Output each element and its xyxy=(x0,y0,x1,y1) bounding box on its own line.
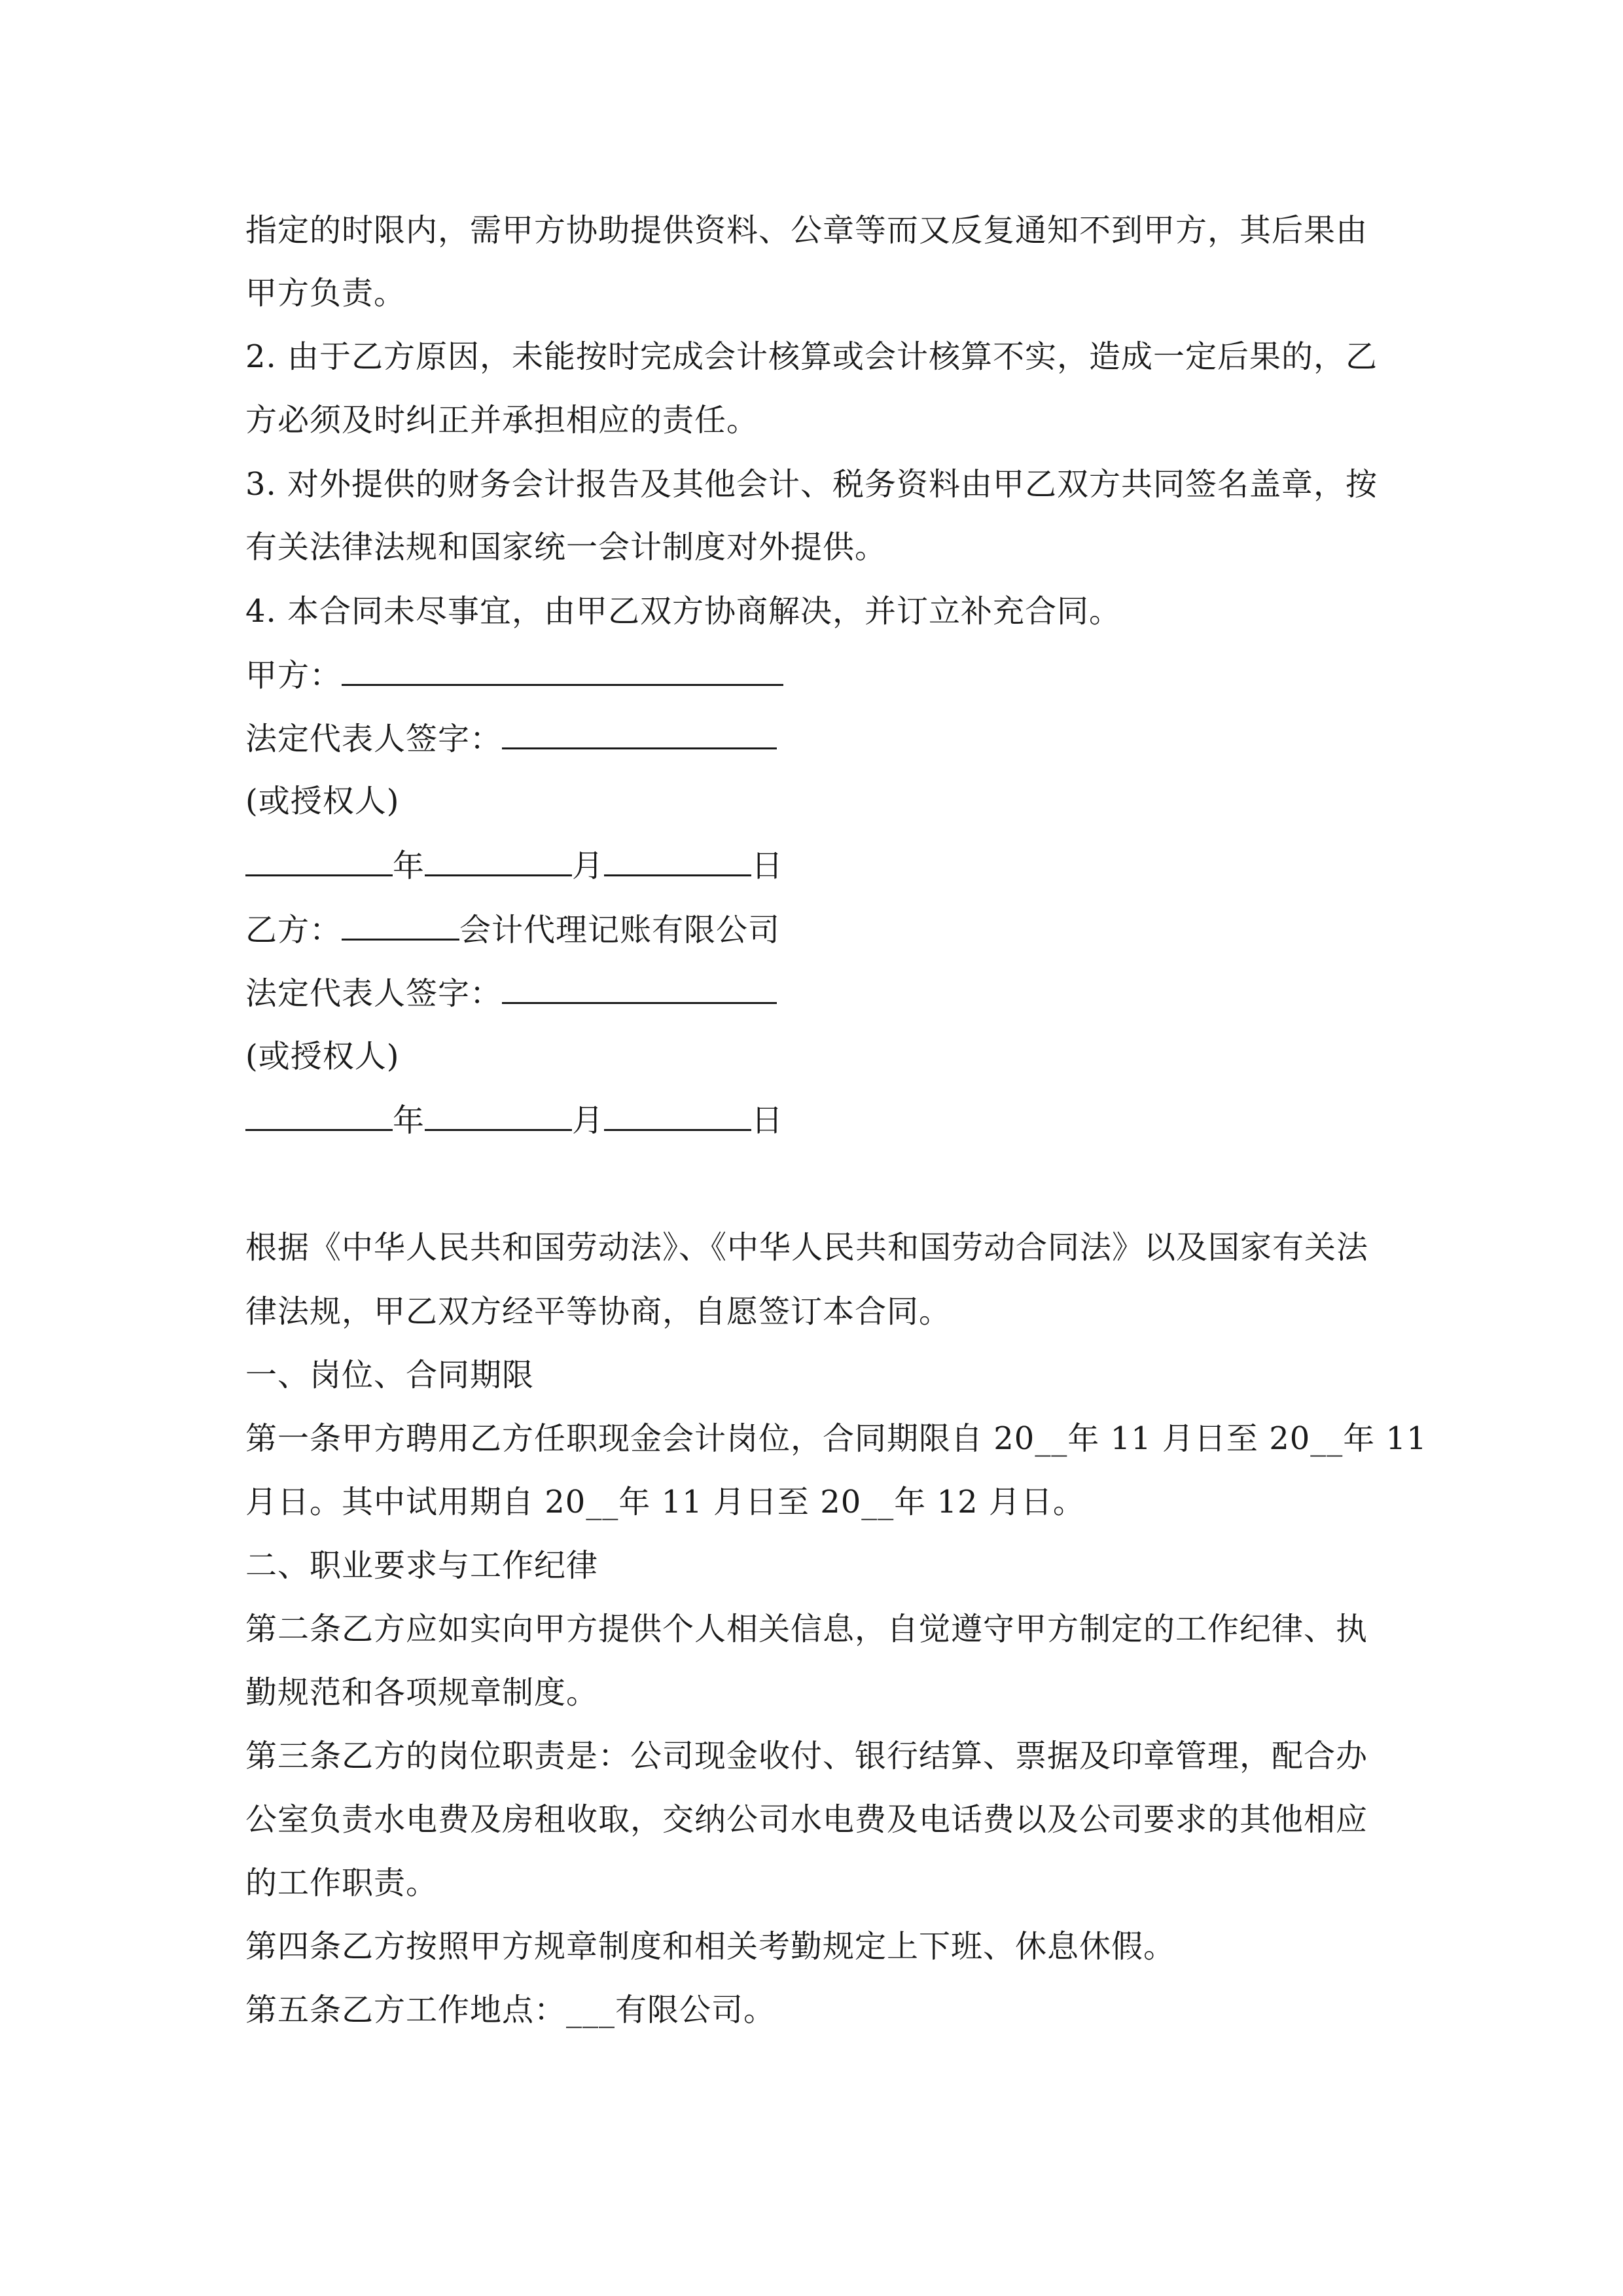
month-label: 月 xyxy=(572,1102,605,1139)
paragraph-line: 甲方负责。 xyxy=(245,275,406,312)
month-blank xyxy=(425,846,572,876)
preamble-line: 律法规，甲乙双方经平等协商，自愿签订本合同。 xyxy=(245,1293,952,1330)
day-blank xyxy=(604,846,751,876)
day-label: 日 xyxy=(751,848,784,884)
month-label: 月 xyxy=(572,848,605,884)
rep-signature-label: 法定代表人签字： xyxy=(245,975,503,1012)
clause-4: 4. 本合同未尽事宜，由甲乙双方协商解决，并订立补充合同。 xyxy=(245,593,1122,630)
rep-signature-blank xyxy=(502,719,777,749)
paragraph-line: 勤规范和各项规章制度。 xyxy=(245,1674,599,1711)
paragraph-line: 月日。其中试用期自 20__年 11 月日至 20__年 12 月日。 xyxy=(245,1484,1085,1520)
party-a-label: 甲方： xyxy=(245,657,342,694)
rep-signature-line-b xyxy=(245,973,777,1013)
clause-3: 3. 对外提供的财务会计报告及其他会计、税务资料由甲乙双方共同签名盖章，按 xyxy=(245,466,1378,503)
month-blank xyxy=(425,1100,572,1131)
authorized-person-note: (或授权人) xyxy=(245,783,400,819)
party-b-label: 乙方： xyxy=(245,912,342,948)
date-line-b xyxy=(245,1100,783,1140)
day-label: 日 xyxy=(751,1102,784,1139)
rep-signature-blank xyxy=(502,973,777,1004)
date-line-a xyxy=(245,846,783,886)
year-blank xyxy=(245,846,393,876)
paragraph-line: 的工作职责。 xyxy=(245,1865,438,1901)
preamble-line: 根据《中华人民共和国劳动法》、《中华人民共和国劳动合同法》以及国家有关法 xyxy=(245,1229,1369,1266)
paragraph-line: 有关法律法规和国家统一会计制度对外提供。 xyxy=(245,529,887,565)
party-a-line xyxy=(245,655,783,695)
party-a-blank xyxy=(342,655,783,686)
year-blank xyxy=(245,1100,393,1131)
rep-signature-label: 法定代表人签字： xyxy=(245,721,503,757)
year-label: 年 xyxy=(393,1102,425,1139)
day-blank xyxy=(604,1100,751,1131)
paragraph-line: 公室负责水电费及房租收取，交纳公司水电费及电话费以及公司要求的其他相应 xyxy=(245,1801,1368,1838)
article-4: 第四条乙方按照甲方规章制度和相关考勤规定上下班、休息休假。 xyxy=(245,1928,1176,1965)
party-b-line xyxy=(245,910,780,950)
clause-2: 2. 由于乙方原因，未能按时完成会计核算或会计核算不实，造成一定后果的，乙 xyxy=(245,338,1378,375)
paragraph-line: 指定的时限内，需甲方协助提供资料、公章等而又反复通知不到甲方，其后果由 xyxy=(245,212,1368,249)
authorized-person-note: (或授权人) xyxy=(245,1038,400,1075)
section-heading-1: 一、岗位、合同期限 xyxy=(245,1357,535,1393)
party-b-company: 会计代理记账有限公司 xyxy=(459,912,781,948)
party-b-blank xyxy=(342,910,459,941)
article-3: 第三条乙方的岗位职责是：公司现金收付、银行结算、票据及印章管理，配合办 xyxy=(245,1738,1368,1774)
section-heading-2: 二、职业要求与工作纪律 xyxy=(245,1547,599,1584)
year-label: 年 xyxy=(393,848,425,884)
article-1: 第一条甲方聘用乙方任职现金会计岗位，合同期限自 20__年 11 月日至 20__年 11 xyxy=(245,1420,1427,1457)
article-5: 第五条乙方工作地点：___有限公司。 xyxy=(245,1992,776,2028)
rep-signature-line-a xyxy=(245,719,777,759)
paragraph-line: 方必须及时纠正并承担相应的责任。 xyxy=(245,402,759,439)
article-2: 第二条乙方应如实向甲方提供个人相关信息，自觉遵守甲方制定的工作纪律、执 xyxy=(245,1611,1368,1647)
